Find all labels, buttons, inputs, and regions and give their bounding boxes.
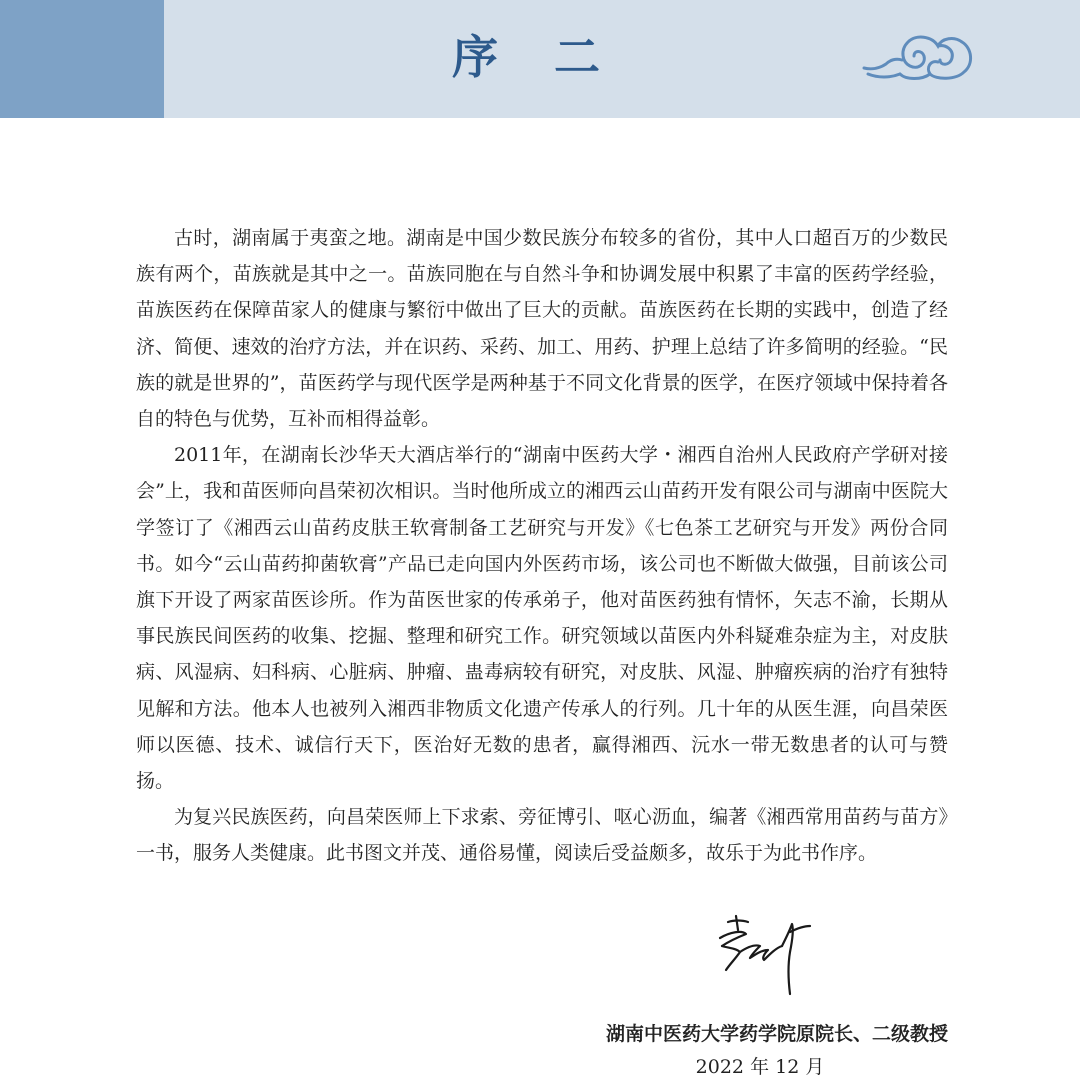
paragraph-3: 为复兴民族医药，向昌荣医师上下求索、旁征博引、呕心沥血，编著《湘西常用苗药与苗方》一书，服务人类健康。此书图文并茂、通俗易懂，阅读后受益颇多，故乐于为此书作序。	[136, 806, 948, 865]
signoff-affiliation: 湖南中医药大学药学院原院长、二级教授	[605, 1023, 948, 1045]
page-title: 序二	[452, 30, 656, 84]
paragraph-2: 2011年，在湖南长沙华天大酒店举行的“湖南中医药大学・湘西自治州人民政府产学研对接会”上，我和苗医师向昌荣初次相识。当时他所成立的湘西云山苗药开发有限公司与湖南中医院大学签订了《湘西云山苗药皮肤王软膏制备工艺研究与开发》《七色茶工艺研究与开发》两份合同书。如今“云山苗药抑菌软膏”产品已走向国内外医药市场，该公司也不断做大做强，目前该公司旗下开设了两家苗医诊所。作为苗医世家的传承弟子，他对苗医药独有情怀，矢志不渝，长期从事民族民间医药的收集、挖掘、整理和研究工作。研究领域以苗医内外科疑难杂症为主，对皮肤病、风湿病、妇科病、心脏病、肿瘤、蛊毒病较有研究，对皮肤、风湿、肿瘤疾病的治疗有独特见解和方法。他本人也被列入湘西非物质文化遗产传承人的行列。几十年的从医生涯，向昌荣医师以医德、技术、诚信行天下，医治好无数的患者，赢得湘西、沅水一带无数患者的认可与赞扬。	[136, 444, 948, 793]
preface-body	[136, 220, 948, 872]
cloud-icon	[860, 28, 980, 88]
paragraph-1: 古时，湖南属于夷蛮之地。湖南是中国少数民族分布较多的省份，其中人口超百万的少数民族有两个，苗族就是其中之一。苗族同胞在与自然斗争和协调发展中积累了丰富的医药学经验，苗族医药在保障苗家人的健康与繁衍中做出了巨大的贡献。苗族医药在长期的实践中，创造了经济、简便、速效的治疗方法，并在识药、采药、加工、用药、护理上总结了许多简明的经验。“民族的就是世界的”，苗医药学与现代医学是两种基于不同文化背景的医学，在医疗领域中保持着各自的特色与优势，互补而相得益彰。	[136, 227, 948, 431]
handwritten-signature	[706, 908, 826, 1008]
signoff-date: 2022 年 12 月	[695, 1056, 825, 1078]
